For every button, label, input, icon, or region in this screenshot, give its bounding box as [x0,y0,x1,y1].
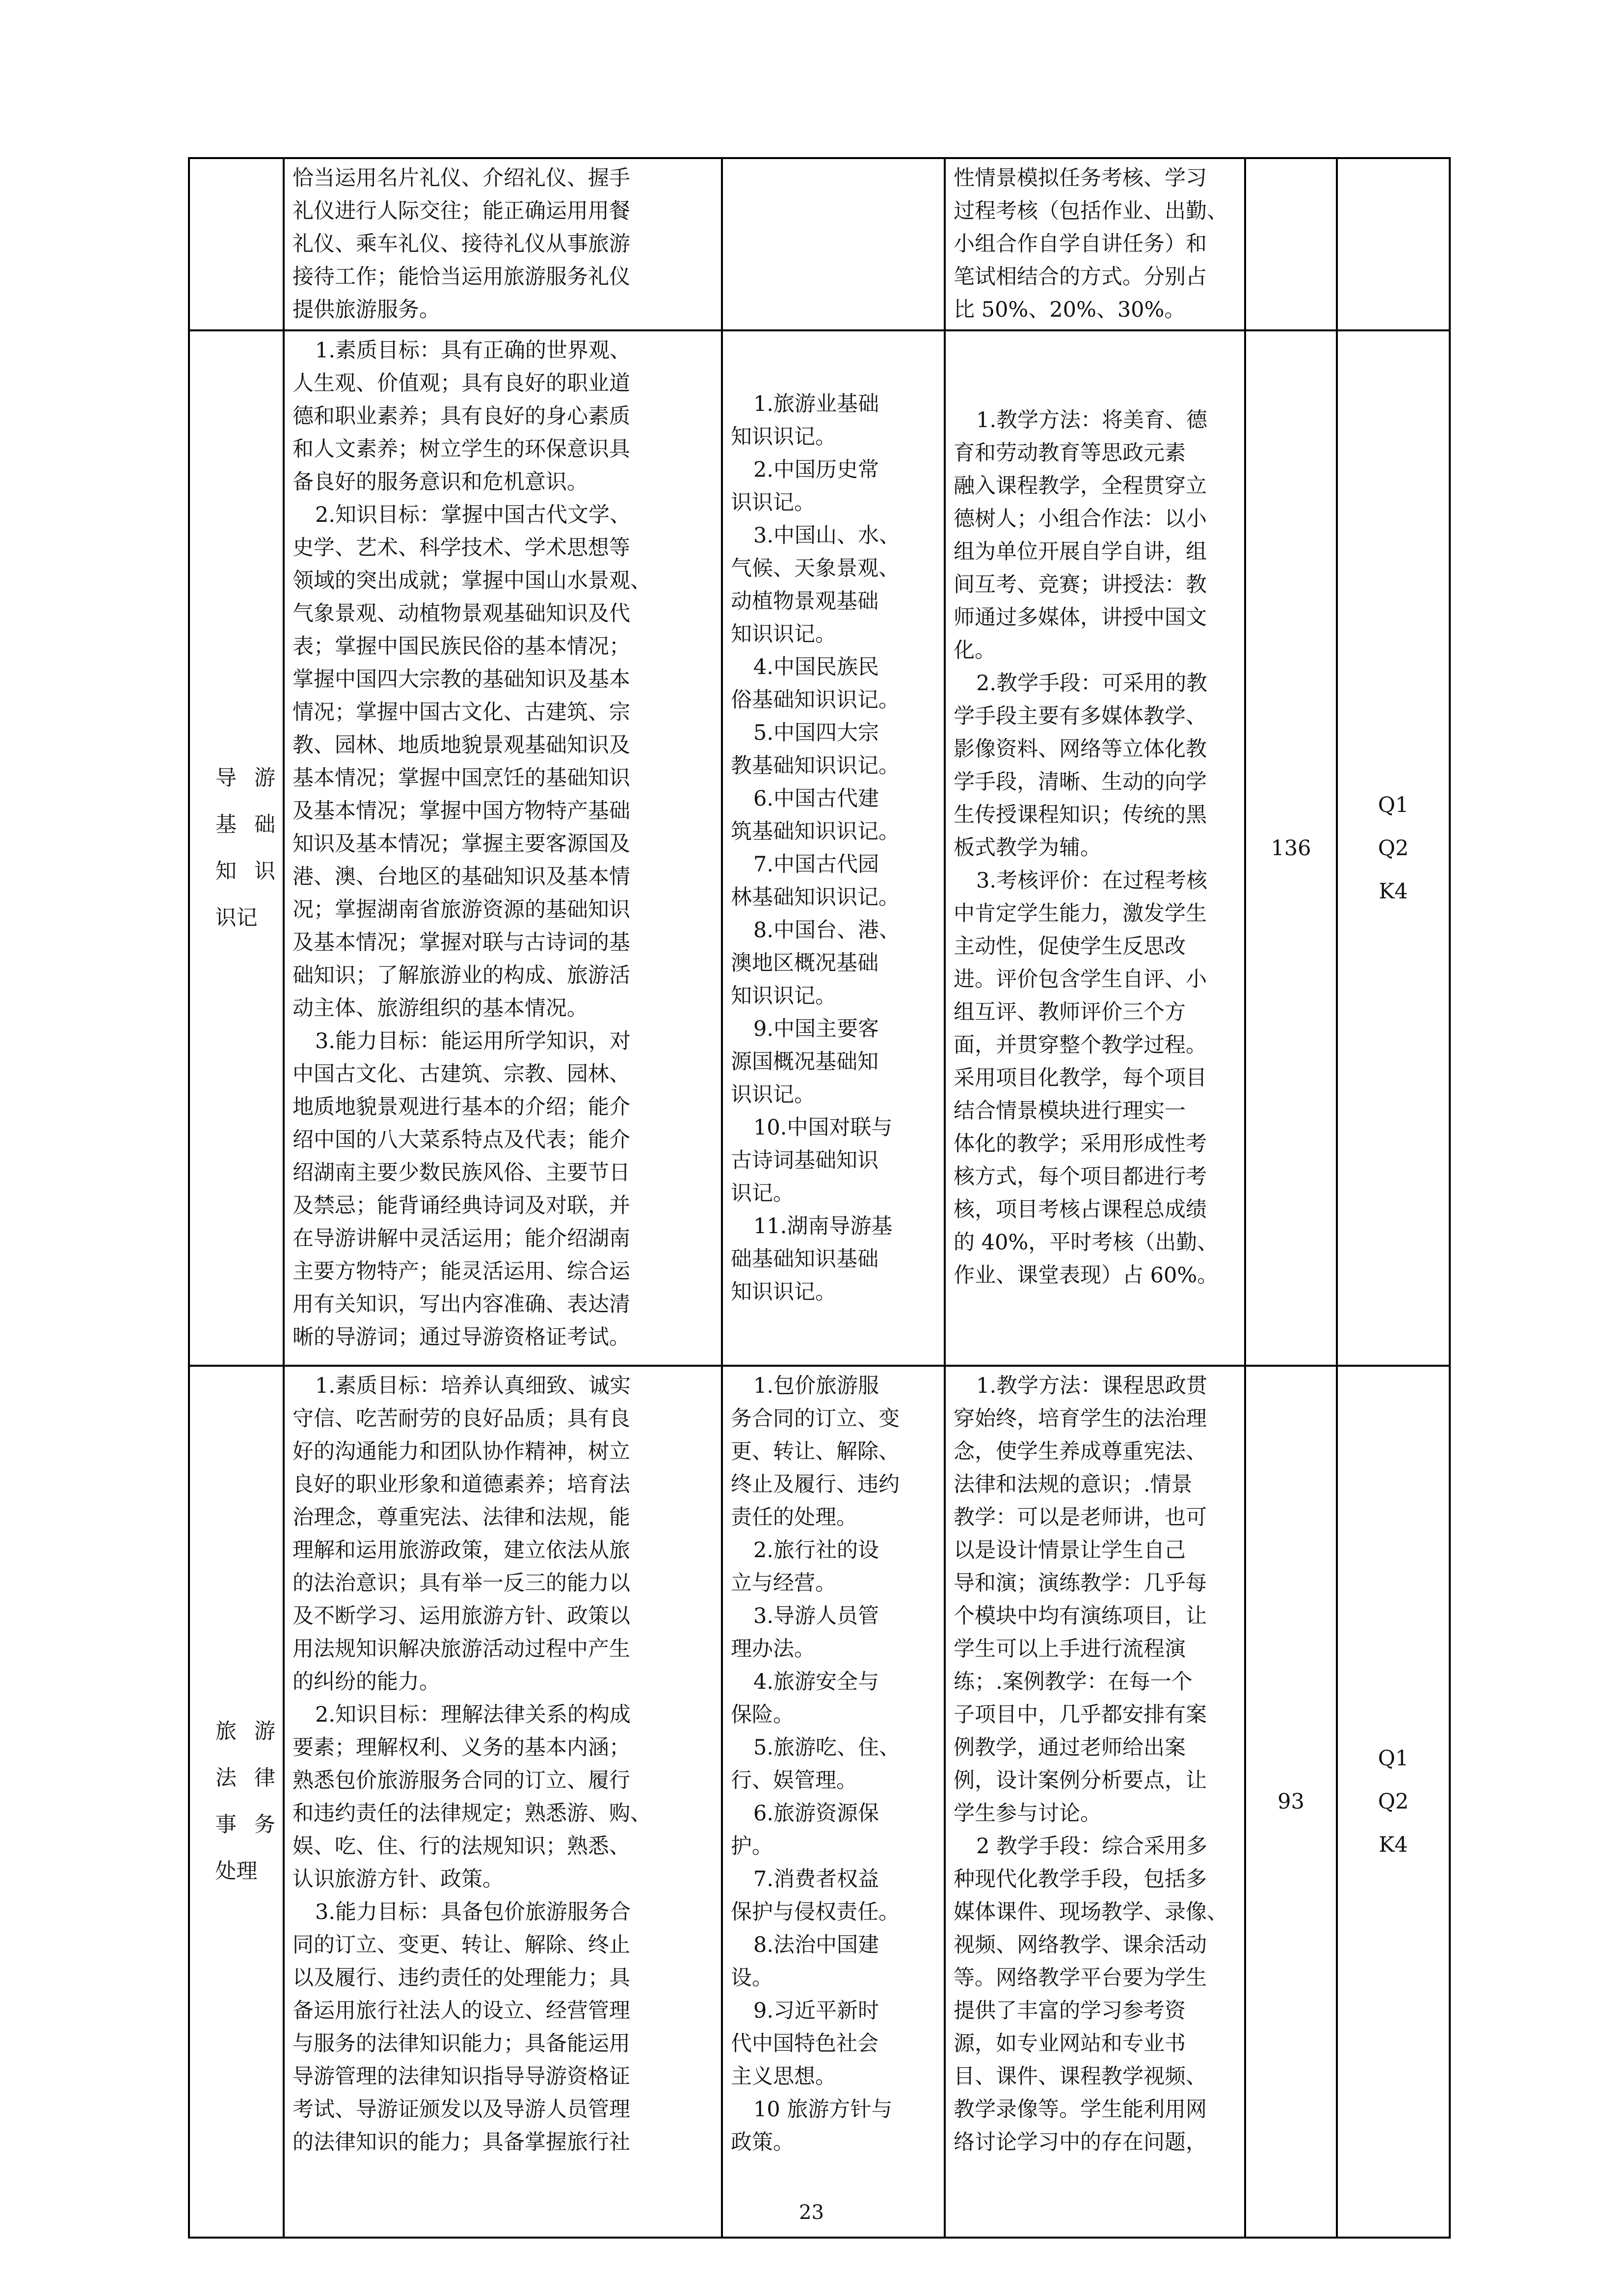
course-name-cell [189,158,284,330]
method-cell: 1.教学方法：将美育、德 育和劳动教育等思政元素 融入课程教学，全程贯穿立 德树人；小组合作法：以小 组为单位开展自学自讲，组 间互考、竞赛；讲授法：教 师通过多媒体，讲授中国文 化。 2.教学手段：可采用的教 学手段主要有多媒体教学、 影像资料、网络等立体化教 学手段，清晰、生动的向学 生传授课程知识；传统的黑 板式教学为辅。 3.考核评价：在过程考核 中肯定学生能力，激发学生 主动性，促使学生反思改 进。评价包含学生自评、小 组互评、教师评价三个方 面，并贯穿整个教学过程。 采用项目化教学，每个项目 结合情景模块进行理实一 体化的教学；采用形成性考 核方式，每个项目都进行考 核，项目考核占课程总成绩 的 40%，平时考核（出勤、 作业、课堂表现）占 60%。 [945,330,1245,1366]
content-cell: 1.旅游业基础 知识识记。 2.中国历史常 识识记。 3.中国山、水、 气候、天象景观、 动植物景观基础 知识识记。 4.中国民族民 俗基础知识识记。 5.中国四大宗 教基础知识识记。 6.中国古代建 筑基础知识识记。 7.中国古代园 林基础知识识记。 8.中国台、港、 澳地区概况基础 知识识记。 9.中国主要客 源国概况基础知 识识记。 10.中国对联与 古诗词基础知识 识记。 11.湖南导游基 础基础知识基础 知识识记。 [722,330,945,1366]
curriculum-table [188,157,1451,2239]
course-name-cell: 旅游 法律 事务 处理 [189,1366,284,2238]
hours-cell [1245,158,1337,330]
content-cell: 1.包价旅游服 务合同的订立、变 更、转让、解除、 终止及履行、违约 责任的处理。 2.旅行社的设 立与经营。 3.导游人员管 理办法。 4.旅游安全与 保险。 5.旅游吃、住、 行、娱管理。 6.旅游资源保 护。 7.消费者权益 保护与侵权责任。 8.法治中国建 设。 9.习近平新时 代中国特色社会 主义思想。 10 旅游方针与 政策。 [722,1366,945,2238]
table-row [189,330,1450,1366]
method-cell: 1.教学方法：课程思政贯 穿始终，培育学生的法治理 念，使学生养成尊重宪法、 法律和法规的意识；.情景 教学：可以是老师讲，也可 以是设计情景让学生自己 导和演；演练教学：几乎每 个模块中均有演练项目，让 学生可以上手进行流程演 练；.案例教学：在每一个 子项目中，几乎都安排有案 例教学，通过老师给出案 例，设计案例分析要点，让 学生参与讨论。 2 教学手段：综合采用多 种现代化教学手段，包括多 媒体课件、现场教学、录像、 视频、网络教学、课余活动 等。网络教学平台要为学生 提供了丰富的学习参考资 源，如专业网站和专业书 目、课件、课程教学视频、 教学录像等。学生能利用网 络讨论学习中的存在问题， [945,1366,1245,2238]
codes-cell: Q1 Q2 K4 [1337,1366,1450,2238]
table-row [189,1366,1450,2238]
objectives-cell: 恰当运用名片礼仪、介绍礼仪、握手 礼仪进行人际交往；能正确运用用餐 礼仪、乘车礼仪、接待礼仪从事旅游 接待工作；能恰当运用旅游服务礼仪 提供旅游服务。 [284,158,722,330]
hours-cell: 136 [1245,330,1337,1366]
page-number: 23 [799,2201,824,2224]
objectives-cell: 1.素质目标：具有正确的世界观、 人生观、价值观；具有良好的职业道 德和职业素养；具有良好的身心素质 和人文素养；树立学生的环保意识具 备良好的服务意识和危机意识。 2.知识目标：掌握中国古代文学、 史学、艺术、科学技术、学术思想等 领域的突出成就；掌握中国山水景观、 气象景观、动植物景观基础知识及代 表；掌握中国民族民俗的基本情况； 掌握中国四大宗教的基础知识及基本 情况；掌握中国古文化、古建筑、宗 教、园林、地质地貌景观基础知识及 基本情况；掌握中国烹饪的基础知识 及基本情况；掌握中国方物特产基础 知识及基本情况；掌握主要客源国及 港、澳、台地区的基础知识及基本情 况；掌握湖南省旅游资源的基础知识 及基本情况；掌握对联与古诗词的基 础知识；了解旅游业的构成、旅游活 动主体、旅游组织的基本情况。 3.能力目标：能运用所学知识，对 中国古文化、古建筑、宗教、园林、 地质地貌景观进行基本的介绍；能介 绍中国的八大菜系特点及代表；能介 绍湖南主要少数民族风俗、主要节日 及禁忌；能背诵经典诗词及对联，并 在导游讲解中灵活运用；能介绍湖南 主要方物特产；能灵活运用、综合运 用有关知识，写出内容准确、表达清 晰的导游词；通过导游资格证考试。 [284,330,722,1366]
codes-cell: Q1 Q2 K4 [1337,330,1450,1366]
content-cell [722,158,945,330]
codes-cell [1337,158,1450,330]
hours-cell: 93 [1245,1366,1337,2238]
table-row [189,158,1450,330]
course-name-cell: 导游 基础 知识 识记 [189,330,284,1366]
objectives-cell: 1.素质目标：培养认真细致、诚实 守信、吃苦耐劳的良好品质；具有良 好的沟通能力和团队协作精神，树立 良好的职业形象和道德素养；培育法 治理念，尊重宪法、法律和法规，能 理解和运用旅游政策，建立依法从旅 的法治意识；具有举一反三的能力以 及不断学习、运用旅游方针、政策以 用法规知识解决旅游活动过程中产生 的纠纷的能力。 2.知识目标：理解法律关系的构成 要素；理解权利、义务的基本内涵； 熟悉包价旅游服务合同的订立、履行 和违约责任的法律规定；熟悉游、购、 娱、吃、住、行的法规知识；熟悉、 认识旅游方针、政策。 3.能力目标：具备包价旅游服务合 同的订立、变更、转让、解除、终止 以及履行、违约责任的处理能力；具 备运用旅行社法人的设立、经营管理 与服务的法律知识能力；具备能运用 导游管理的法律知识指导导游资格证 考试、导游证颁发以及导游人员管理 的法律知识的能力；具备掌握旅行社 [284,1366,722,2238]
method-cell: 性情景模拟任务考核、学习 过程考核（包括作业、出勤、 小组合作自学自讲任务）和 笔试相结合的方式。分别占 比 50%、20%、30%。 [945,158,1245,330]
